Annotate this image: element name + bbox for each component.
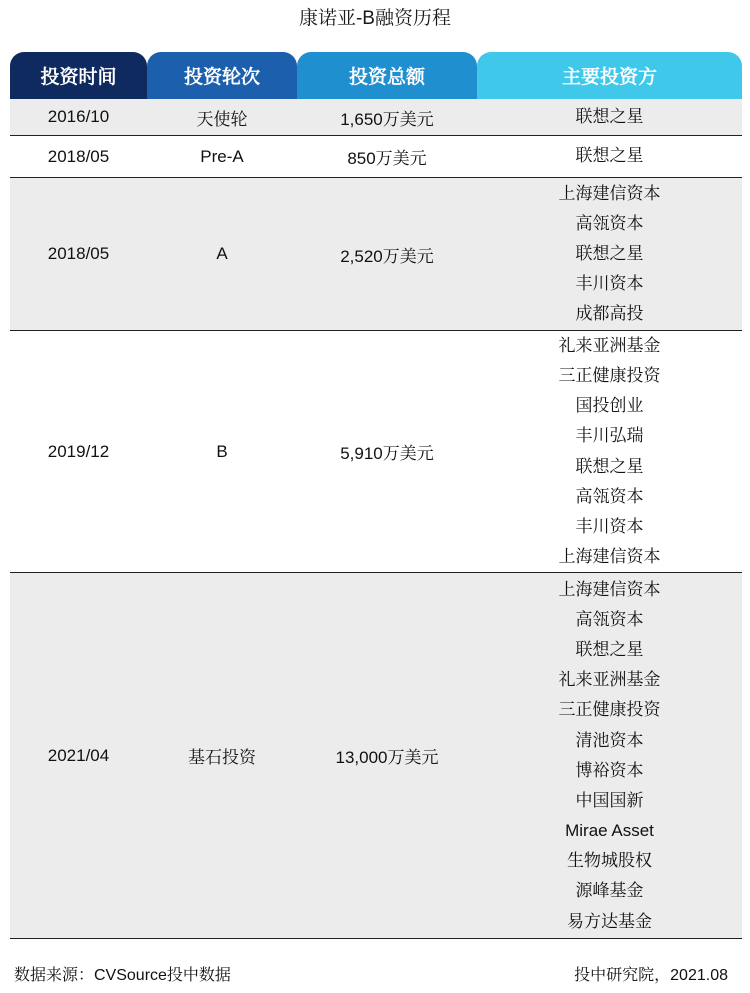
cell-investors bbox=[477, 178, 742, 330]
table-row bbox=[10, 136, 742, 178]
investor-name: 博裕资本 bbox=[575, 760, 644, 780]
cell-date: 2018/05 bbox=[47, 146, 110, 166]
investor-name: 三正健康投资 bbox=[558, 700, 661, 720]
investor-name: 易方达基金 bbox=[567, 911, 652, 931]
investor-name: 清池资本 bbox=[575, 730, 644, 750]
cell-round: A bbox=[216, 244, 228, 263]
cell-round: B bbox=[216, 441, 228, 461]
table-row bbox=[10, 178, 742, 331]
header-investors: 主要投资方 bbox=[477, 52, 742, 99]
cell-investors bbox=[477, 99, 742, 135]
cell-investors bbox=[477, 573, 742, 938]
investor-name: 丰川资本 bbox=[575, 516, 644, 536]
cell-amount: 1,650万美元 bbox=[340, 109, 434, 129]
table-row bbox=[10, 99, 742, 136]
investor-name: 丰川资本 bbox=[575, 274, 644, 294]
investor-name: 成都高投 bbox=[575, 304, 644, 324]
cell-date: 2018/05 bbox=[47, 244, 110, 263]
cell-investors bbox=[477, 331, 742, 572]
cell-amount: 850万美元 bbox=[347, 149, 427, 168]
cell-round: 基石投资 bbox=[188, 748, 256, 768]
cell-round: 天使轮 bbox=[196, 109, 248, 129]
header-round: 投资轮次 bbox=[147, 52, 297, 99]
investor-name: 高瓴资本 bbox=[575, 486, 644, 506]
investor-name: 生物城股权 bbox=[567, 851, 652, 871]
cell-date: 2019/12 bbox=[47, 441, 110, 461]
table-row bbox=[10, 331, 742, 573]
table-row bbox=[10, 573, 742, 939]
header-date: 投资时间 bbox=[10, 52, 147, 99]
cell-amount: 5,910万美元 bbox=[340, 444, 434, 463]
investor-name: 联想之星 bbox=[575, 639, 644, 659]
investor-name: 礼来亚洲基金 bbox=[558, 670, 661, 690]
footer bbox=[0, 962, 750, 986]
investor-name: 上海建信资本 bbox=[558, 579, 661, 599]
investor-name: 高瓴资本 bbox=[575, 213, 644, 233]
credit: 投中研究院，2021.08 bbox=[574, 967, 728, 984]
investor-name: 联想之星 bbox=[575, 146, 644, 166]
investor-name: 联想之星 bbox=[575, 243, 644, 263]
investor-name: 源峰基金 bbox=[575, 881, 644, 901]
cell-investors bbox=[477, 136, 742, 177]
investor-name: 三正健康投资 bbox=[558, 365, 661, 385]
cell-round: Pre-A bbox=[200, 146, 244, 166]
investor-name: 联想之星 bbox=[575, 106, 644, 126]
cell-amount: 13,000万美元 bbox=[335, 748, 439, 768]
table-header bbox=[10, 52, 742, 99]
financing-table bbox=[10, 99, 742, 939]
data-source: 数据来源：CVSource投中数据 bbox=[14, 967, 231, 984]
investor-name: 上海建信资本 bbox=[558, 547, 661, 567]
chart-title: 康诺亚-B融资历程 bbox=[298, 8, 451, 29]
investor-name: 联想之星 bbox=[575, 456, 644, 476]
cell-date: 2016/10 bbox=[47, 107, 110, 126]
cell-amount: 2,520万美元 bbox=[340, 246, 434, 266]
cell-date: 2021/04 bbox=[47, 745, 110, 765]
investor-name: 高瓴资本 bbox=[575, 609, 644, 629]
investor-name: 国投创业 bbox=[575, 396, 644, 416]
investor-name: 丰川弘瑞 bbox=[575, 426, 644, 446]
investor-name: 上海建信资本 bbox=[558, 183, 661, 203]
investor-name: 礼来亚洲基金 bbox=[558, 335, 661, 355]
investor-name: Mirae Asset bbox=[565, 821, 654, 841]
header-amount: 投资总额 bbox=[297, 52, 477, 99]
investor-name: 中国国新 bbox=[575, 790, 644, 810]
